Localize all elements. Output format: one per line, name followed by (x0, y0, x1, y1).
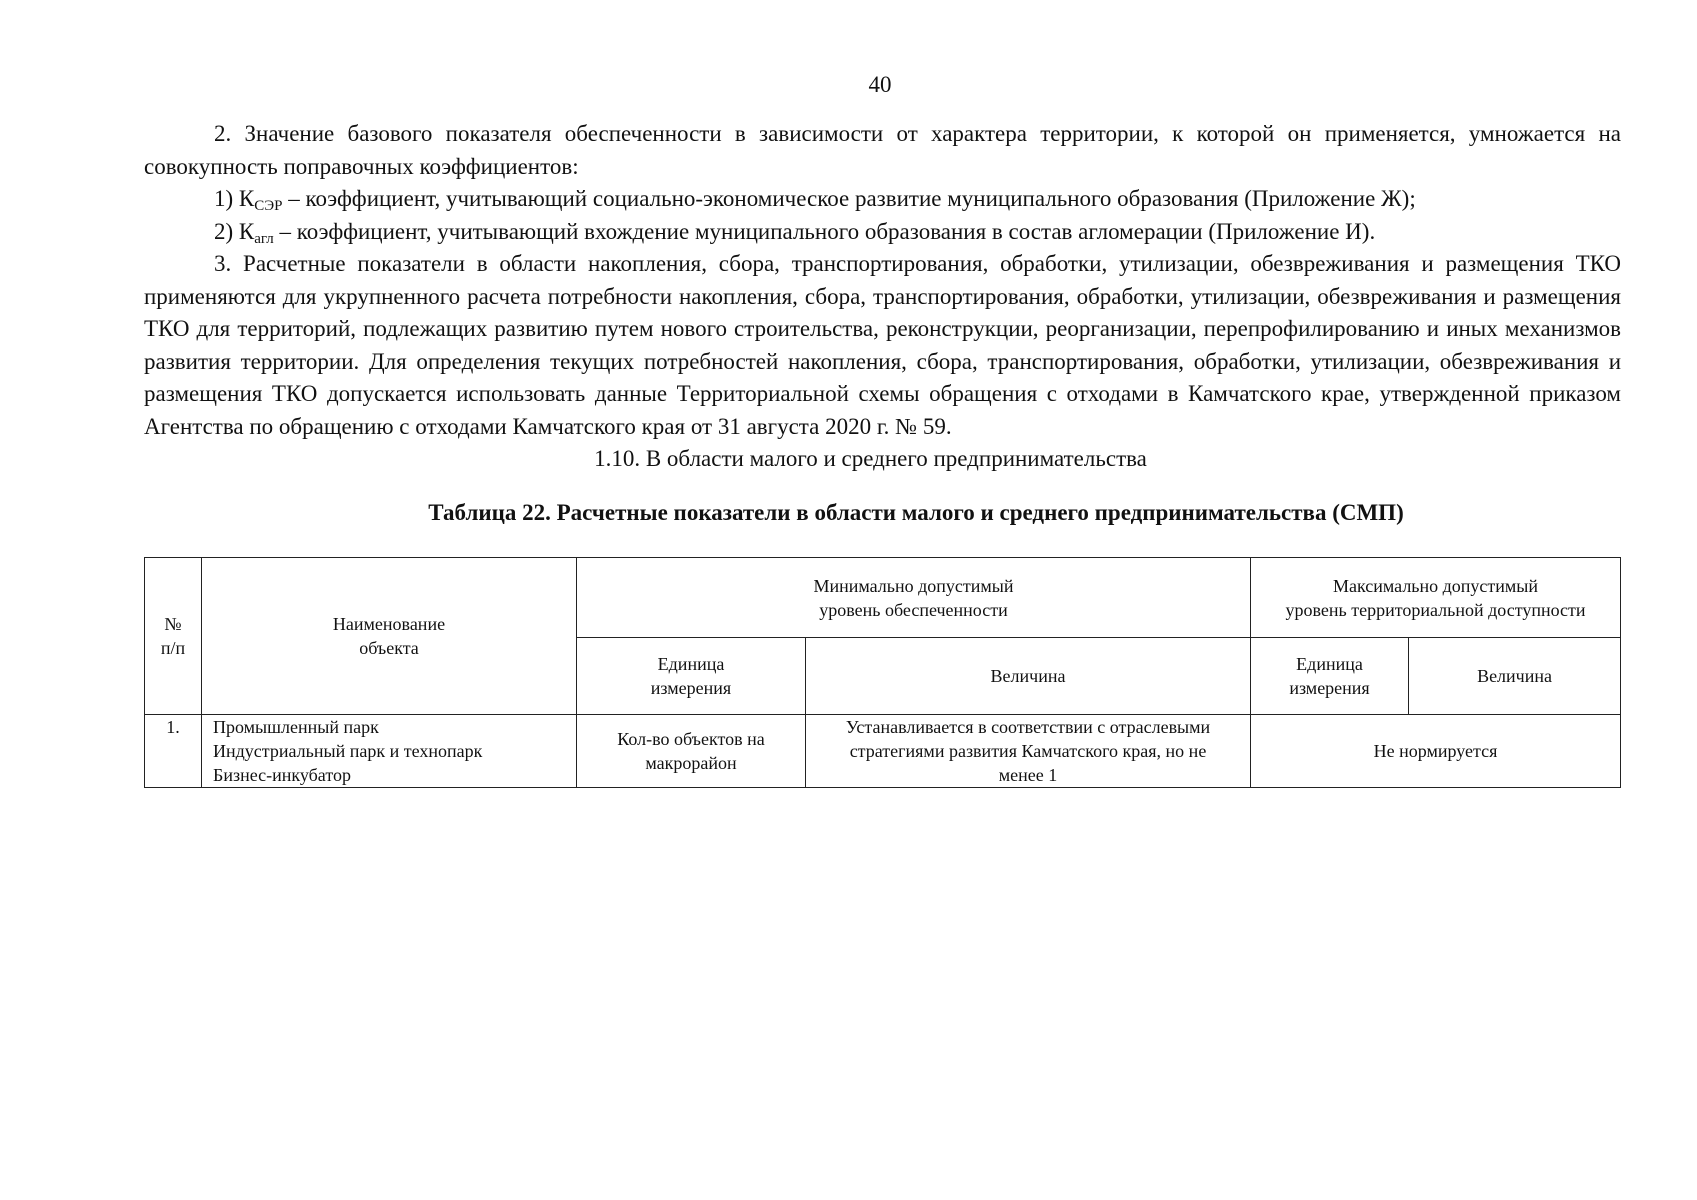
table-header-row-1 (145, 558, 1621, 638)
header-unit-max (1251, 638, 1409, 715)
coefficient-item-2 (144, 216, 1621, 249)
indicators-table (144, 557, 1621, 788)
section-heading: 1.10. В области малого и среднего предпринимательства (594, 446, 1147, 471)
header-value-min: Величина (806, 638, 1251, 715)
header-unit-max-line-2: измерения (1289, 678, 1370, 698)
coefficient-item-2-prefix: 2) К (214, 218, 255, 244)
header-min-level-line-2: уровень обеспеченности (819, 599, 1008, 620)
row-1-name-3: Бизнес-инкубатор (213, 765, 351, 785)
row-1-value (806, 715, 1251, 788)
coefficient-item-1-text: – коэффициент, учитывающий социально-экономическое развитие муниципального образования (Приложение Ж); (282, 186, 1416, 211)
header-name-line-1: Наименование (332, 614, 446, 634)
header-min-level (577, 558, 1251, 638)
header-max-level-line-1: Максимально допустимый (1332, 575, 1539, 596)
coefficient-item-1-subscript: СЭР (254, 198, 283, 214)
row-1-max: Не нормируется (1251, 715, 1621, 788)
table-row (145, 715, 1621, 788)
header-value-max: Величина (1409, 638, 1621, 715)
coefficient-item-2-subscript: агл (254, 230, 274, 247)
header-max-level (1251, 558, 1621, 638)
header-num (145, 558, 202, 715)
row-1-names (202, 715, 577, 788)
page-number: 40 (868, 72, 892, 97)
header-min-level-line-1: Минимально допустимый (813, 575, 1014, 596)
row-1-value-line-3: менее 1 (998, 765, 1058, 785)
coefficient-item-2-text: – коэффициент, учитывающий вхождение муниципального образования в состав агломерации (Приложение И). (273, 218, 1376, 244)
coefficient-item-1-prefix: 1) К (214, 186, 255, 211)
header-name (202, 558, 577, 715)
header-name-line-2: объекта (359, 638, 419, 658)
row-1-unit-line-2: макрорайон (645, 753, 737, 773)
paragraph-3: 3. Расчетные показатели в области накопления, сбора, транспортирования, обработки, утилизации, обезвреживания и размещения ТКО применяются для укрупненного расчета потребности накопления, сбора, транспортирования, обработки, утилизации, обезвреживания и размещения ТКО для территорий, подлежащих развитию путем нового строительства, реконструкции, реорганизации, перепрофилированию и иных механизмов развития территории. Для определения текущих потребностей накопления, сбора, транспортирования, обработки, утилизации, обезвреживания и размещения ТКО допускается использовать данные Территориальной схемы обращения с отходами в Камчатского крае, утвержденной приказом Агентства по обращению с отходами Камчатского края от 31 августа 2020 г. № 59. (144, 251, 1621, 439)
table-title: Таблица 22. Расчетные показатели в области малого и среднего предпринимательства (СМП) (428, 500, 1404, 525)
row-1-value-line-1: Устанавливается в соответствии с отраслевыми (845, 717, 1211, 737)
header-unit-min (577, 638, 806, 715)
paragraph-2: 2. Значение базового показателя обеспеченности в зависимости от характера территории, к которой он применяется, умножается на совокупность поправочных коэффициентов: (144, 121, 1621, 179)
header-unit-min-line-2: измерения (650, 678, 732, 698)
header-num-line-1: № (164, 614, 182, 634)
row-1-num: 1. (145, 715, 202, 788)
header-unit-max-line-1: Единица (1296, 654, 1363, 674)
row-1-value-line-2: стратегиями развития Камчатского края, но не (849, 741, 1207, 761)
header-num-line-2: п/п (160, 638, 186, 658)
header-unit-min-line-1: Единица (657, 654, 725, 674)
row-1-unit (577, 715, 806, 788)
row-1-name-2: Индустриальный парк и технопарк (213, 741, 483, 761)
header-max-level-line-2: уровень территориальной доступности (1285, 599, 1586, 620)
row-1-name-1: Промышленный парк (213, 717, 379, 737)
body-text (144, 118, 1621, 443)
coefficient-item-1 (144, 183, 1621, 216)
row-1-unit-line-1: Кол-во объектов на (617, 729, 765, 749)
